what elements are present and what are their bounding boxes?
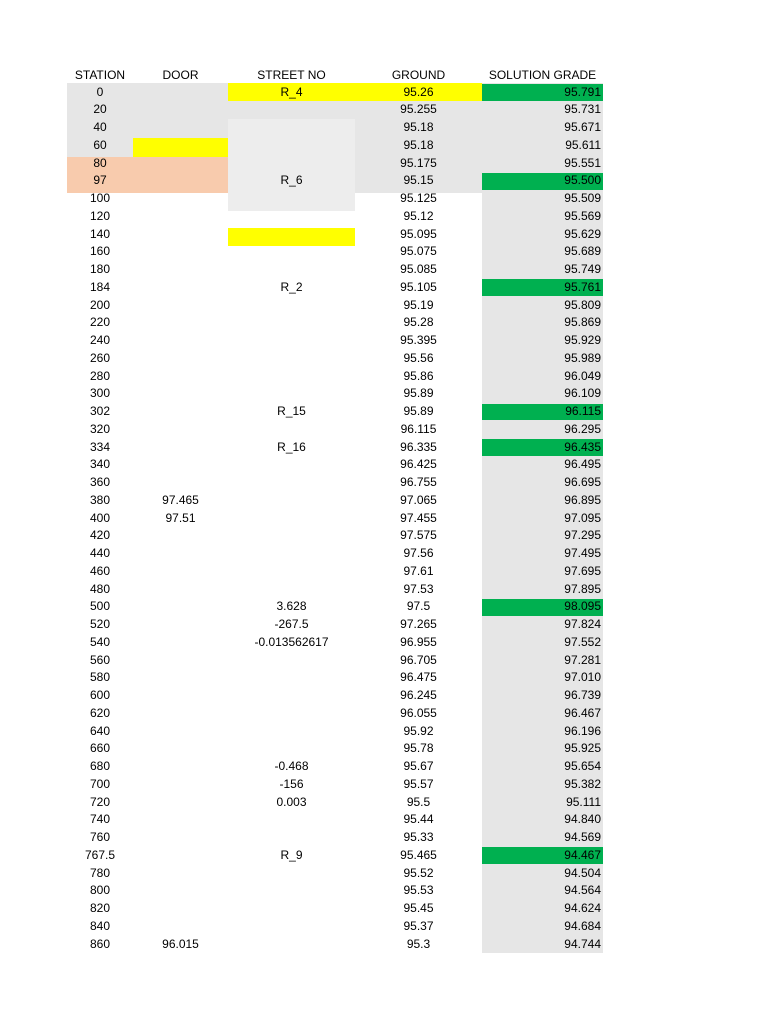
door-cell bbox=[133, 155, 228, 172]
solution-grade-cell: 95.551 bbox=[564, 155, 601, 170]
street-no-cell bbox=[228, 421, 355, 438]
door-cell bbox=[133, 758, 228, 775]
door-cell bbox=[133, 687, 228, 704]
ground-cell: 96.705 bbox=[400, 652, 437, 667]
door-cell: 97.465 bbox=[162, 492, 199, 507]
ground-cell: 95.125 bbox=[400, 191, 437, 205]
solution-grade-cell: 96.435 bbox=[564, 439, 601, 454]
solution-grade-cell: 97.552 bbox=[564, 634, 601, 649]
ground-cell: 97.53 bbox=[403, 581, 434, 596]
door-cell bbox=[133, 616, 228, 633]
station-cell: 640 bbox=[89, 723, 111, 738]
station-cell: 240 bbox=[89, 333, 111, 347]
ground-cell: 97.265 bbox=[400, 617, 437, 631]
door-cell bbox=[133, 208, 228, 225]
ground-cell: 96.335 bbox=[400, 439, 437, 454]
station-cell: 580 bbox=[89, 670, 111, 685]
door-cell bbox=[133, 172, 228, 189]
solution-grade-cell: 97.824 bbox=[564, 617, 601, 631]
station-cell: 420 bbox=[89, 528, 111, 543]
street-no-cell: R_16 bbox=[277, 439, 306, 454]
solution-grade-cell: 96.196 bbox=[564, 723, 601, 738]
solution-grade-cell: 95.731 bbox=[564, 102, 601, 117]
ground-cell: 96.475 bbox=[400, 670, 437, 685]
station-cell: 660 bbox=[89, 741, 111, 756]
ground-cell: 95.095 bbox=[400, 226, 437, 241]
station-cell: 440 bbox=[89, 546, 111, 560]
station-cell: 280 bbox=[89, 368, 111, 383]
station-cell: 0 bbox=[96, 84, 104, 99]
ground-cell: 95.57 bbox=[403, 776, 434, 791]
street-no-cell: 0.003 bbox=[276, 794, 307, 809]
station-cell: 820 bbox=[89, 901, 111, 915]
solution-grade-cell: 96.295 bbox=[564, 421, 601, 436]
station-cell: 460 bbox=[89, 563, 111, 578]
street-no-cell bbox=[228, 261, 355, 278]
solution-grade-cell: 96.739 bbox=[564, 688, 601, 702]
street-no-cell bbox=[228, 190, 355, 207]
ground-cell: 95.5 bbox=[406, 794, 431, 809]
station-cell: 180 bbox=[89, 262, 111, 276]
solution-grade-cell: 95.111 bbox=[566, 794, 601, 809]
street-no-cell bbox=[228, 119, 355, 136]
door-cell bbox=[133, 84, 228, 101]
station-cell: 520 bbox=[89, 617, 111, 631]
station-cell: 760 bbox=[89, 830, 111, 844]
street-no-cell: R_15 bbox=[277, 404, 306, 418]
solution-grade-cell: 95.761 bbox=[564, 279, 601, 294]
door-cell bbox=[133, 385, 228, 402]
solution-grade-cell: 95.809 bbox=[564, 297, 601, 312]
ground-cell: 95.19 bbox=[403, 297, 434, 312]
door-cell bbox=[133, 634, 228, 651]
ground-cell: 96.425 bbox=[400, 457, 437, 472]
ground-cell: 95.15 bbox=[403, 173, 434, 188]
street-no-cell bbox=[228, 882, 355, 899]
solution-grade-cell: 95.989 bbox=[564, 350, 601, 365]
solution-grade-cell: 94.467 bbox=[564, 847, 601, 862]
street-no-cell bbox=[228, 652, 355, 669]
solution-grade-cell: 94.624 bbox=[564, 901, 601, 915]
station-cell: 400 bbox=[89, 510, 111, 525]
solution-grade-cell: 95.611 bbox=[565, 137, 601, 152]
header-station: STATION bbox=[74, 68, 126, 82]
street-no-cell: 3.628 bbox=[276, 599, 307, 614]
ground-cell: 97.455 bbox=[400, 510, 437, 525]
street-no-cell bbox=[228, 545, 355, 562]
station-cell: 800 bbox=[89, 883, 111, 898]
ground-cell: 96.055 bbox=[400, 705, 437, 720]
street-no-cell bbox=[228, 918, 355, 935]
station-cell: 700 bbox=[89, 776, 111, 791]
solution-grade-cell: 94.744 bbox=[564, 936, 601, 951]
ground-cell: 96.115 bbox=[400, 421, 437, 436]
station-cell: 300 bbox=[89, 386, 111, 401]
door-cell bbox=[133, 598, 228, 615]
door-cell bbox=[133, 332, 228, 349]
station-cell: 740 bbox=[89, 812, 111, 827]
door-cell bbox=[133, 776, 228, 793]
ground-cell: 95.67 bbox=[403, 759, 434, 773]
solution-grade-cell: 95.509 bbox=[564, 191, 601, 205]
door-cell bbox=[133, 403, 228, 420]
solution-grade-cell: 97.495 bbox=[564, 546, 601, 560]
door-cell bbox=[133, 279, 228, 296]
station-cell: 600 bbox=[89, 688, 111, 702]
station-cell: 160 bbox=[89, 244, 111, 259]
station-cell: 120 bbox=[89, 208, 111, 223]
ground-cell: 95.45 bbox=[403, 901, 434, 915]
door-cell bbox=[133, 297, 228, 314]
solution-grade-cell: 95.629 bbox=[564, 226, 601, 241]
solution-grade-cell: 96.115 bbox=[565, 404, 601, 418]
station-cell: 20 bbox=[93, 102, 107, 117]
solution-grade-cell: 96.695 bbox=[564, 475, 601, 489]
ground-cell: 97.61 bbox=[403, 563, 434, 578]
street-no-cell bbox=[228, 297, 355, 314]
ground-cell: 95.78 bbox=[403, 741, 434, 756]
street-no-cell: R_6 bbox=[280, 173, 303, 188]
ground-cell: 95.37 bbox=[403, 918, 434, 933]
solution-grade-cell: 94.684 bbox=[564, 918, 601, 933]
solution-grade-cell: 95.654 bbox=[564, 759, 601, 773]
ground-cell: 95.255 bbox=[400, 102, 437, 117]
station-cell: 780 bbox=[89, 865, 111, 880]
street-no-cell: -267.5 bbox=[274, 617, 309, 631]
street-no-cell: R_2 bbox=[280, 279, 303, 294]
door-cell bbox=[133, 705, 228, 722]
street-no-cell bbox=[228, 137, 355, 154]
street-no-cell: -0.013562617 bbox=[254, 634, 329, 649]
station-cell: 540 bbox=[89, 634, 111, 649]
station-cell: 320 bbox=[89, 421, 111, 436]
station-cell: 302 bbox=[89, 404, 111, 418]
solution-grade-cell: 96.895 bbox=[564, 492, 601, 507]
solution-grade-cell: 94.840 bbox=[564, 812, 601, 827]
solution-grade-cell: 95.925 bbox=[564, 741, 601, 756]
header-street-no: STREET NO bbox=[257, 68, 326, 82]
street-no-cell bbox=[228, 829, 355, 846]
door-cell bbox=[133, 314, 228, 331]
solution-grade-cell: 97.895 bbox=[564, 581, 601, 596]
solution-grade-cell: 96.467 bbox=[564, 705, 601, 720]
solution-grade-cell: 97.281 bbox=[564, 652, 601, 667]
solution-grade-cell: 94.504 bbox=[564, 865, 601, 880]
ground-cell: 96.955 bbox=[400, 634, 437, 649]
door-cell bbox=[133, 581, 228, 598]
door-cell: 97.51 bbox=[165, 510, 196, 525]
door-cell bbox=[133, 101, 228, 118]
door-cell bbox=[133, 226, 228, 243]
station-cell: 360 bbox=[89, 475, 111, 489]
solution-grade-cell: 97.695 bbox=[564, 563, 601, 578]
street-no-cell bbox=[228, 350, 355, 367]
station-cell: 184 bbox=[89, 279, 111, 294]
door-cell bbox=[133, 119, 228, 136]
ground-cell: 95.465 bbox=[400, 847, 437, 862]
door-cell bbox=[133, 652, 228, 669]
solution-grade-cell: 95.569 bbox=[564, 208, 601, 223]
station-cell: 40 bbox=[93, 120, 107, 134]
station-cell: 60 bbox=[93, 137, 107, 152]
header-ground: GROUND bbox=[391, 68, 446, 82]
door-cell bbox=[133, 794, 228, 811]
ground-cell: 97.575 bbox=[400, 528, 437, 543]
street-no-cell bbox=[228, 101, 355, 118]
station-cell: 767.5 bbox=[84, 847, 116, 862]
street-no-cell bbox=[228, 687, 355, 704]
ground-cell: 95.52 bbox=[403, 865, 434, 880]
street-no-cell bbox=[228, 900, 355, 917]
ground-cell: 95.175 bbox=[400, 155, 437, 170]
street-no-cell bbox=[228, 385, 355, 402]
door-cell: 96.015 bbox=[162, 936, 199, 951]
street-no-cell bbox=[228, 456, 355, 473]
street-no-cell: R_4 bbox=[280, 84, 303, 99]
ground-cell: 95.89 bbox=[403, 386, 434, 401]
ground-cell: 95.395 bbox=[400, 333, 437, 347]
door-cell bbox=[133, 137, 228, 154]
door-cell bbox=[133, 190, 228, 207]
solution-grade-cell: 94.564 bbox=[564, 883, 601, 898]
solution-grade-cell: 97.095 bbox=[564, 510, 601, 525]
street-no-cell bbox=[228, 510, 355, 527]
door-cell bbox=[133, 811, 228, 828]
door-cell bbox=[133, 527, 228, 544]
ground-cell: 95.89 bbox=[403, 404, 434, 418]
solution-grade-cell: 94.569 bbox=[564, 830, 601, 844]
ground-cell: 95.44 bbox=[403, 812, 434, 827]
street-no-cell bbox=[228, 314, 355, 331]
solution-grade-cell: 95.689 bbox=[564, 244, 601, 259]
solution-grade-cell: 98.095 bbox=[564, 599, 601, 614]
street-no-cell bbox=[228, 155, 355, 172]
street-no-cell bbox=[228, 208, 355, 225]
door-cell bbox=[133, 421, 228, 438]
station-cell: 100 bbox=[89, 191, 111, 205]
door-cell bbox=[133, 829, 228, 846]
door-cell bbox=[133, 882, 228, 899]
ground-cell: 95.3 bbox=[406, 936, 431, 951]
door-cell bbox=[133, 439, 228, 456]
door-cell bbox=[133, 545, 228, 562]
solution-grade-cell: 95.749 bbox=[564, 262, 601, 276]
street-no-cell: -0.468 bbox=[274, 759, 309, 773]
solution-grade-cell: 97.295 bbox=[564, 528, 601, 543]
solution-grade-cell: 95.929 bbox=[564, 333, 601, 347]
ground-cell: 95.92 bbox=[403, 723, 434, 738]
street-no-cell bbox=[228, 243, 355, 260]
ground-cell: 95.18 bbox=[403, 137, 434, 152]
street-no-cell bbox=[228, 474, 355, 491]
ground-cell: 95.86 bbox=[403, 368, 434, 383]
door-cell bbox=[133, 456, 228, 473]
ground-cell: 95.56 bbox=[403, 350, 434, 365]
street-no-cell bbox=[228, 581, 355, 598]
ground-cell: 97.5 bbox=[406, 599, 431, 614]
solution-grade-cell: 96.495 bbox=[564, 457, 601, 472]
ground-cell: 95.28 bbox=[403, 315, 434, 330]
door-cell bbox=[133, 669, 228, 686]
station-cell: 340 bbox=[89, 457, 111, 472]
ground-cell: 95.26 bbox=[403, 84, 434, 99]
ground-cell: 96.755 bbox=[400, 475, 437, 489]
street-no-cell bbox=[228, 723, 355, 740]
street-no-cell bbox=[228, 669, 355, 686]
station-cell: 200 bbox=[89, 297, 111, 312]
street-no-cell bbox=[228, 332, 355, 349]
ground-cell: 95.12 bbox=[403, 208, 434, 223]
street-no-cell bbox=[228, 563, 355, 580]
door-cell bbox=[133, 563, 228, 580]
street-no-cell bbox=[228, 705, 355, 722]
solution-grade-cell: 97.010 bbox=[564, 670, 601, 685]
station-cell: 860 bbox=[89, 936, 111, 951]
ground-cell: 97.065 bbox=[400, 492, 437, 507]
street-no-cell bbox=[228, 527, 355, 544]
ground-cell: 95.075 bbox=[400, 244, 437, 259]
ground-cell: 95.105 bbox=[400, 279, 437, 294]
street-no-cell bbox=[228, 740, 355, 757]
solution-grade-cell: 95.671 bbox=[564, 120, 601, 134]
station-cell: 720 bbox=[89, 794, 111, 809]
header-door: DOOR bbox=[162, 68, 199, 82]
station-cell: 220 bbox=[89, 315, 111, 330]
door-cell bbox=[133, 918, 228, 935]
ground-cell: 97.56 bbox=[403, 546, 434, 560]
solution-grade-cell: 96.109 bbox=[564, 386, 601, 401]
street-no-cell bbox=[228, 865, 355, 882]
door-cell bbox=[133, 474, 228, 491]
station-cell: 380 bbox=[89, 492, 111, 507]
door-cell bbox=[133, 261, 228, 278]
solution-grade-cell: 96.049 bbox=[564, 368, 601, 383]
station-cell: 80 bbox=[93, 155, 107, 170]
ground-cell: 95.33 bbox=[403, 830, 434, 844]
door-cell bbox=[133, 723, 228, 740]
header-solution-grade: SOLUTION GRADE bbox=[488, 68, 597, 82]
station-cell: 334 bbox=[89, 439, 111, 454]
station-cell: 560 bbox=[89, 652, 111, 667]
ground-cell: 96.245 bbox=[400, 688, 437, 702]
station-cell: 140 bbox=[89, 226, 111, 241]
door-cell bbox=[133, 865, 228, 882]
solution-grade-cell: 95.500 bbox=[564, 173, 601, 188]
station-cell: 500 bbox=[89, 599, 111, 614]
street-no-cell: -156 bbox=[279, 776, 304, 791]
ground-cell: 95.53 bbox=[403, 883, 434, 898]
door-cell bbox=[133, 847, 228, 864]
station-cell: 840 bbox=[89, 918, 111, 933]
station-cell: 620 bbox=[89, 705, 111, 720]
door-cell bbox=[133, 740, 228, 757]
street-no-cell bbox=[228, 368, 355, 385]
street-no-cell: R_9 bbox=[280, 847, 303, 862]
solution-grade-cell: 95.869 bbox=[564, 315, 601, 330]
station-cell: 680 bbox=[89, 759, 111, 773]
solution-grade-cell: 95.791 bbox=[564, 84, 601, 99]
station-cell: 480 bbox=[89, 581, 111, 596]
ground-cell: 95.18 bbox=[403, 120, 434, 134]
station-cell: 97 bbox=[93, 173, 107, 188]
door-cell bbox=[133, 368, 228, 385]
ground-cell: 95.085 bbox=[400, 262, 437, 276]
solution-grade-cell: 95.382 bbox=[564, 776, 601, 791]
street-no-cell bbox=[228, 811, 355, 828]
station-cell: 260 bbox=[89, 350, 111, 365]
street-no-cell bbox=[228, 226, 355, 243]
street-no-cell bbox=[228, 492, 355, 509]
door-cell bbox=[133, 350, 228, 367]
door-cell bbox=[133, 900, 228, 917]
street-no-cell bbox=[228, 936, 355, 953]
door-cell bbox=[133, 243, 228, 260]
